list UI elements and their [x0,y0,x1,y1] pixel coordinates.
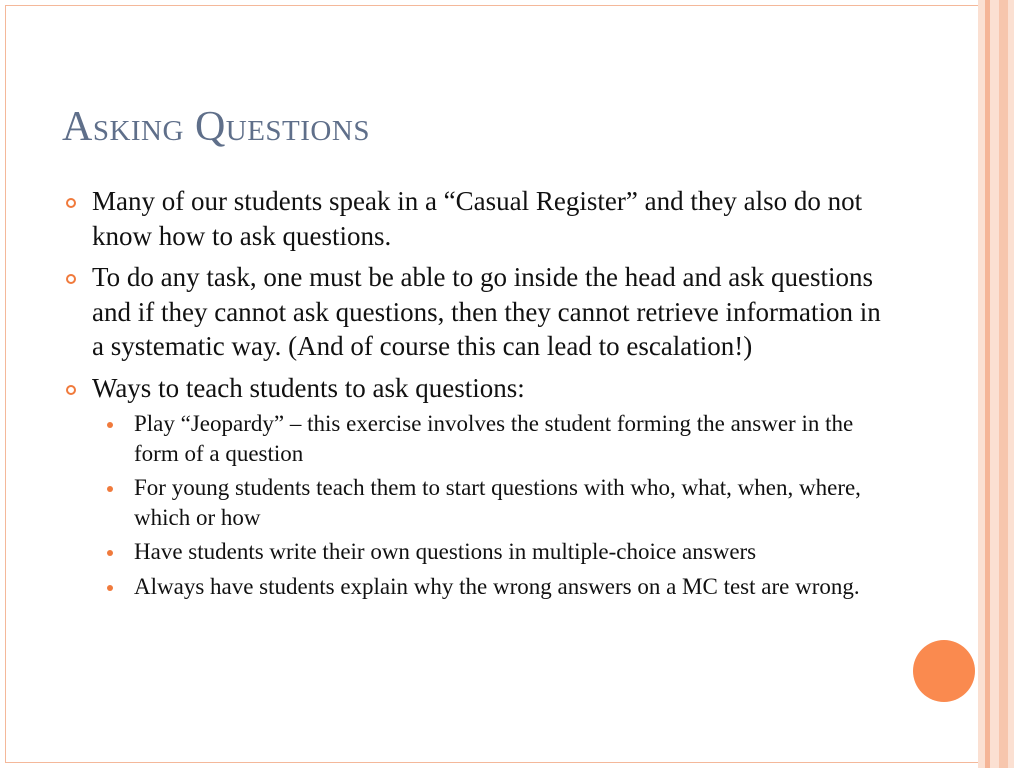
hollow-circle-bullet-icon [66,385,76,395]
hollow-circle-bullet-icon [66,198,76,208]
sub-bullet-item [134,572,879,602]
bullet-item [92,260,882,364]
filled-dot-bullet-icon [107,486,113,492]
sub-bullet-text: Always have students explain why the wrong answers on a MC test are wrong. [134,573,860,599]
decor-circle [913,640,975,702]
sub-bullet-text: Have students write their own questions in multiple-choice answers [134,539,757,564]
slide-title: Asking Questions [62,104,370,150]
filled-dot-bullet-icon [107,422,113,428]
slide-body [92,184,882,608]
sub-bullet-item [134,473,879,532]
bullet-text: To do any task, one must be able to go inside the head and ask questions and if they cannot ask questions, then they cannot retrieve information in a systematic way. (And of course this can lead to escalation!) [92,262,881,361]
bullet-text: Ways to teach students to ask questions: [92,372,525,403]
decor-stripe [990,0,999,768]
decor-stripe [1008,0,1014,768]
decor-stripe [978,0,985,768]
sub-bullet-item [134,409,879,468]
bullet-item [92,184,882,253]
sub-bullet-list [134,409,882,601]
bullet-item [92,371,882,602]
sub-bullet-item [134,537,879,567]
decor-stripe [999,0,1008,768]
filled-dot-bullet-icon [107,550,113,556]
filled-dot-bullet-icon [107,585,113,591]
sub-bullet-text: For young students teach them to start questions with who, what, when, where, which or how [134,475,861,530]
hollow-circle-bullet-icon [66,274,76,284]
sub-bullet-text: Play “Jeopardy” – this exercise involves the student forming the answer in the form of a question [134,411,854,466]
bullet-text: Many of our students speak in a “Casual Register” and they also do not know how to ask questions. [92,186,863,251]
